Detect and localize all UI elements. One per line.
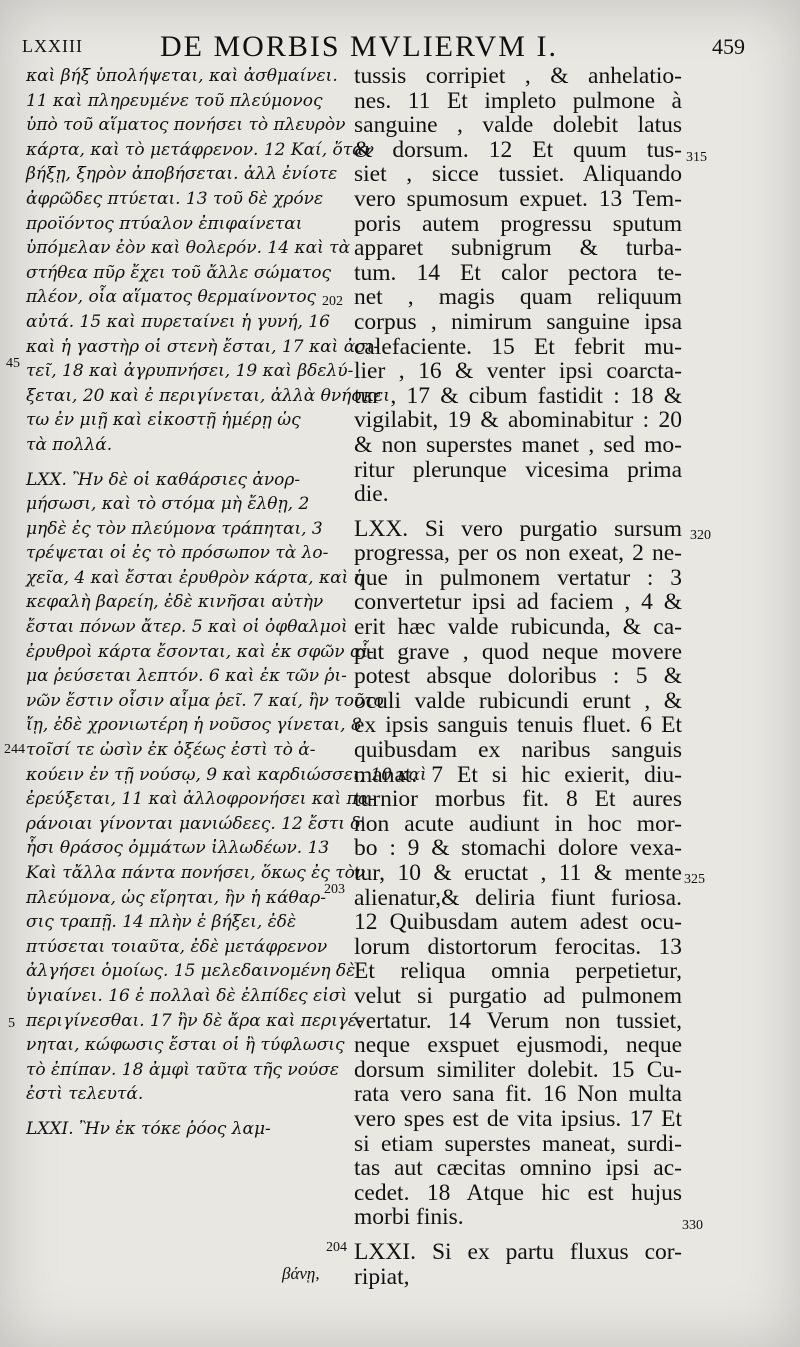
text-line: calefaciente. 15 Et febrit mu- xyxy=(354,333,682,360)
text-line: κούειν ἐν τῇ νούσῳ, 9 καὶ καρδιώσσει, 10 καὶ xyxy=(26,764,427,785)
text-line: vertatur. 14 Verum non tussiet, xyxy=(354,1007,682,1034)
text-line: 12 Quibusdam autem adest ocu- xyxy=(354,909,682,936)
text-line: rata vero sana fit. 16 Non multa xyxy=(354,1081,682,1108)
text-line: αὐτά. 15 καὶ πυρεταίνει ἡ γυνή, 16 xyxy=(26,311,330,332)
page-number: 459 xyxy=(712,34,745,59)
text-line: sanguine , valde dolebit latus xyxy=(354,112,682,139)
text-line: morbi finis. xyxy=(354,1204,464,1231)
text-line: στήθεα πῦρ ἔχει τοῦ ἄλλε σώματος xyxy=(26,262,332,283)
text-line: non acute audiunt in hoc mor- xyxy=(354,810,682,837)
text-line: τω ἐν μιῇ καὶ εἰκοστῇ ἡμέρῃ ὡς xyxy=(26,410,301,431)
text-line: corpus , nimirum sanguine ipsa xyxy=(354,308,682,335)
text-line: que in pulmonem vertatur : 3 xyxy=(354,564,682,591)
text-line: dorsum similiter dolebit. 15 Cu- xyxy=(354,1056,682,1083)
text-line: & non superstes manet , sed mo- xyxy=(354,431,682,458)
text-line: προϊόντος πτύαλον ἐπιφαίνεται xyxy=(26,213,303,234)
text-line: LXXI. Si ex partu fluxus cor- xyxy=(354,1238,682,1265)
text-line: convertetur ipsi ad faciem , 4 & xyxy=(354,589,682,616)
paragraph-gap xyxy=(26,458,344,468)
text-line: νῶν ἔστιν οἷσιν αἷμα ῥεῖ. 7 καί, ἢν τοῦτο xyxy=(26,690,384,711)
text-line: νηται, κώφωσις ἔσται οἱ ἢ τύφλωσις xyxy=(26,1035,345,1056)
text-line: & dorsum. 12 Et quum tus- xyxy=(354,136,682,163)
margin-number: 320 xyxy=(690,528,711,543)
text-line: μήσωσι, καὶ τὸ στόμα μὴ ἔλθῃ, 2 xyxy=(26,494,310,515)
text-line: turnior morbus fit. 8 Et aures xyxy=(354,786,682,813)
text-line: quibusdam ex naribus sanguis xyxy=(354,737,682,764)
margin-number: 202 xyxy=(322,294,343,309)
margin-number: 45 xyxy=(6,356,20,371)
text-line: progressa, per os non exeat, 2 ne- xyxy=(354,540,682,567)
text-line: πλεύμονα, ὡς εἴρηται, ἢν ἡ κάθαρ- xyxy=(26,887,327,908)
text-line: lier , 16 & venter ipsi coarcta- xyxy=(354,358,682,385)
text-line: tum. 14 Et calor pectora te- xyxy=(354,259,682,286)
text-line: die. xyxy=(354,481,389,508)
text-line: net , magis quam reliquum xyxy=(354,284,682,311)
text-line: apparet subnigrum & turba- xyxy=(354,235,682,262)
text-line: κεφαλὴ βαρείη, ἐδὲ κινῆσαι αὐτὴν xyxy=(26,592,324,613)
text-line: κάρτα, καὶ τὸ μετάφρενον. 12 Καί, ὅταν xyxy=(26,139,374,160)
text-line: ὑγιαίνει. 16 ἐ πολλαὶ δὲ ἐλπίδες εἰσὶ xyxy=(26,985,348,1006)
text-line: τὸ ἐπίπαν. 18 ἀμφὶ ταῦτα τῆς νούσε xyxy=(26,1059,339,1080)
margin-number: 244 xyxy=(4,742,25,757)
text-line: ὑπόμελαν ἐὸν καὶ θολερόν. 14 καὶ τὰ xyxy=(26,238,351,259)
margin-number: 5 xyxy=(8,1016,15,1031)
text-line: περιγίνεσθαι. 17 ἢν δὲ ἄρα καὶ περιγέ- xyxy=(26,1010,363,1031)
text-line: ἀφρῶδες πτύεται. 13 τοῦ δὲ χρόνε xyxy=(26,188,324,209)
catchword: βάνῃ, xyxy=(282,1264,320,1283)
text-line: ἔσται πόνων ἄτερ. 5 καὶ οἱ ὀφθαλμοὶ xyxy=(26,617,348,638)
text-line: βήξῃ, ξηρὸν ἀποβήσεται. ἀλλ ἐνίοτε xyxy=(26,164,338,185)
chapter-folio: LXXIII xyxy=(22,36,83,56)
text-line: potest absque doloribus : 5 & xyxy=(354,663,682,690)
text-line: tas aut cæcitas omnino ipsi ac- xyxy=(354,1155,682,1182)
text-line: ripiat, xyxy=(354,1263,410,1290)
text-line: τεῖ, 18 καὶ ἀγρυπνήσει, 19 καὶ βδελύ- xyxy=(26,361,354,382)
text-line: τοῖσί τε ὠσὶν ἐκ ὀξέως ἐστὶ τὸ ἀ- xyxy=(26,740,316,761)
text-line: ὑπὸ τοῦ αἵματος πονήσει τὸ πλευρὸν xyxy=(26,115,346,136)
text-line: καὶ βήξ ὑπολήψεται, καὶ ἀσθμαίνει. xyxy=(26,66,338,86)
text-line: neque exspuet ejusmodi, neque xyxy=(354,1032,682,1059)
text-line: καὶ ἡ γαστὴρ οἱ στενὴ ἔσται, 17 καὶ ἀσι- xyxy=(26,336,380,357)
text-line: LXX. Si vero purgatio sursum xyxy=(354,515,682,542)
text-line: χεῖα, 4 καὶ ἔσται ἐρυθρὸν κάρτα, καὶ ἡ xyxy=(26,567,364,588)
text-line: alienatur,& deliria fiunt furiosa. xyxy=(354,884,682,911)
text-line: ἧσι θράσος ὀμμάτων ἰλλωδέων. 13 xyxy=(26,838,330,859)
text-line: poris autem progressu sputum xyxy=(354,210,682,237)
text-line: ἀλγήσει ὁμοίως. 15 μελεδαινομένη δὲ xyxy=(26,961,356,982)
text-line: μα ῥεύσεται λεπτόν. 6 καὶ ἐκ τῶν ῥι- xyxy=(26,666,347,687)
text-line: nes. 11 Et impleto pulmone à xyxy=(354,87,682,114)
text-line: τρέψεται οἱ ἐς τὸ πρόσωπον τὰ λο- xyxy=(26,543,329,564)
text-line: vero spumosum expuet. 13 Tem- xyxy=(354,185,682,212)
text-line: ex ipsis sanguis tenuis fluet. 6 Et xyxy=(354,712,682,739)
margin-number: 204 xyxy=(326,1240,347,1255)
text-line: oculi valde rubicundi erunt , & xyxy=(354,687,682,714)
text-line: siet , sicce tussiet. Aliquando xyxy=(354,161,682,188)
text-line: ράνοιαι γίνονται μανιώδεες. 12 ἔστι δ' xyxy=(26,813,366,834)
text-line: bo : 9 & stomachi dolore vexa- xyxy=(354,835,682,862)
text-line: ἐρυθροὶ κάρτα ἔσονται, καὶ ἐκ σφῶν αἷ- xyxy=(26,641,374,662)
text-line: vigilabit, 19 & abominabitur : 20 xyxy=(354,407,682,434)
paragraph-gap xyxy=(26,1107,344,1117)
text-line: vero spes est de vita ipsius. 17 Et xyxy=(354,1105,682,1132)
text-line: manat. 7 Et si hic exierit, diu- xyxy=(354,761,682,788)
text-line: σις τραπῇ. 14 πλὴν ἐ βήξει, ἐδὲ xyxy=(26,912,297,933)
text-line: lorum distortorum ferocitas. 13 xyxy=(354,933,682,960)
text-line: put grave , quod neque movere xyxy=(354,638,682,665)
text-line: tur, 10 & eructat , 11 & mente xyxy=(354,860,682,886)
text-line: ἐρεύξεται, 11 καὶ ἀλλοφρονήσει καὶ πα- xyxy=(26,789,375,810)
text-line: erit hæc valde rubicunda, & ca- xyxy=(354,614,682,641)
text-line: LXX. Ἢν δὲ οἱ καθάρσιες ἀνορ- xyxy=(26,469,301,490)
text-line: ἐστὶ τελευτά. xyxy=(26,1084,144,1105)
margin-number: 203 xyxy=(324,882,345,897)
text-line: tur , 17 & cibum fastidit : 18 & xyxy=(354,382,682,409)
page-header xyxy=(0,30,800,66)
text-line: Καὶ τἄλλα πάντα πονήσει, ὅκως ἐς τὸν xyxy=(26,863,366,883)
text-line: cedet. 18 Atque hic est hujus xyxy=(354,1179,682,1206)
text-line: si etiam superstes maneat, surdi- xyxy=(354,1130,682,1157)
text-line: μηδὲ ἐς τὸν πλεύμονα τράπηται, 3 xyxy=(26,518,323,539)
latin-text-column xyxy=(354,64,682,1289)
text-line: ξεται, 20 καὶ ἐ περιγίνεται, ἀλλὰ θνήσκει xyxy=(26,385,390,406)
text-line: LXXI. Ἢν ἐκ τόκε ῥόος λαμ- xyxy=(26,1118,271,1139)
running-title: DE MORBIS MVLIERVM I. xyxy=(160,30,558,63)
text-line: πλέον, οἷα αἵματος θερμαίνοντος xyxy=(26,287,317,308)
text-line: Et reliqua omnia perpetietur, xyxy=(354,958,682,985)
text-line: ἴῃ, ἐδὲ χρονιωτέρη ἡ νοῦσος γίνεται, 8 xyxy=(26,715,362,736)
margin-number: 315 xyxy=(686,150,707,165)
text-line: ritur plerunque vicesima prima xyxy=(354,456,682,483)
text-line: tussis corripiet , & anhelatio- xyxy=(354,63,682,89)
margin-number: 325 xyxy=(684,872,705,887)
margin-number: 330 xyxy=(682,1218,703,1233)
text-line: velut si purgatio ad pulmonem xyxy=(354,982,682,1009)
text-line: πτύσεται τοιαῦτα, ἐδὲ μετάφρενον xyxy=(26,936,328,957)
text-line: 11 καὶ πληρευμένε τοῦ πλεύμονος xyxy=(26,90,323,111)
text-line: τὰ πολλά. xyxy=(26,434,113,455)
